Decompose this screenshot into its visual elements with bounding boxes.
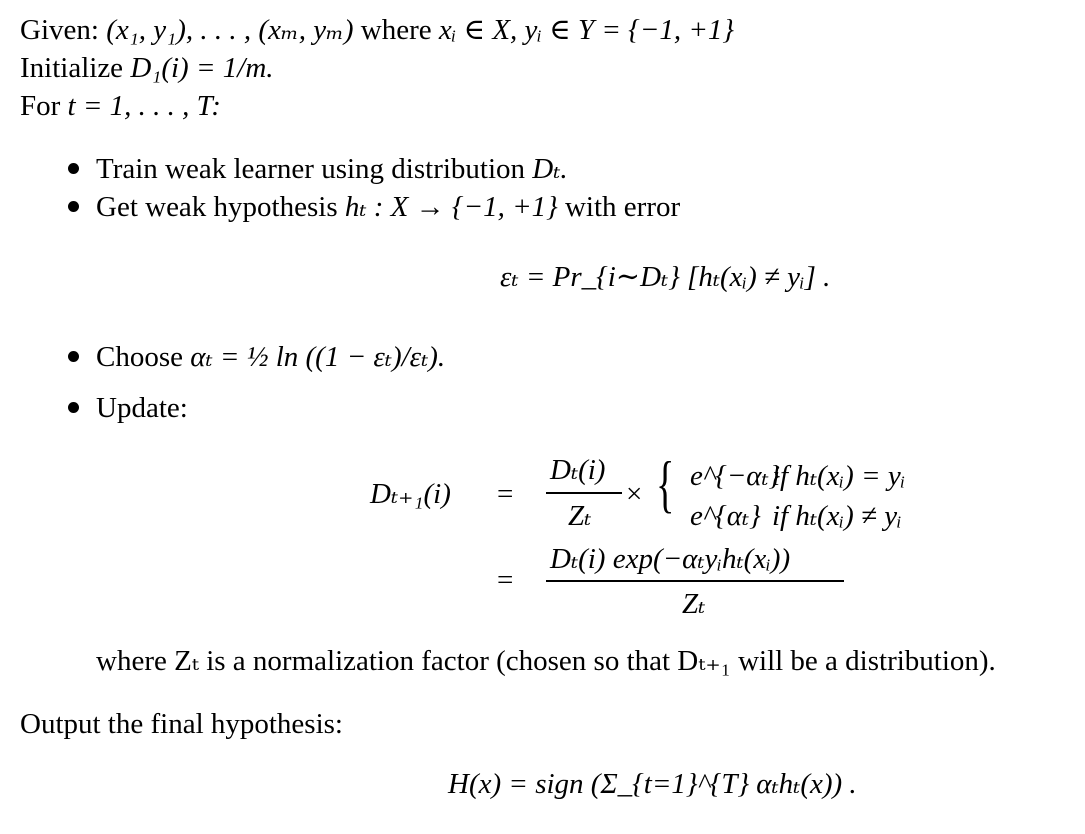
initialize-label: Initialize <box>20 52 124 84</box>
fraction1-bar <box>546 492 622 494</box>
bullet-icon <box>68 163 79 174</box>
error-equation: εₜ = Pr_{i∼Dₜ} [hₜ(xᵢ) ≠ yᵢ] . <box>500 261 831 293</box>
given-expression: (x₁, y₁), . . . , (xₘ, yₘ) <box>106 14 354 46</box>
for-label: For <box>20 90 61 122</box>
for-line <box>20 92 221 121</box>
initialize-expression: D₁(i) = 1/m. <box>130 52 274 84</box>
hypothesis-suffix: with error <box>564 191 681 223</box>
hypothesis-text: Get weak hypothesis <box>96 191 338 223</box>
output-label: Output the final hypothesis: <box>20 708 343 740</box>
hypothesis-expression: hₜ : X → {−1, +1} <box>344 191 558 223</box>
update-eq2: = <box>497 564 514 596</box>
bullet-icon <box>68 402 79 413</box>
choose-expression: αₜ = ½ ln ((1 − εₜ)/εₜ). <box>190 341 446 373</box>
normalization-note: where Zₜ is a normalization factor (chosen so that Dₜ₊₁ will be a distribution). <box>96 645 996 677</box>
fraction1-numerator: Dₜ(i) <box>550 454 606 486</box>
final-hypothesis-equation: H(x) = sign (Σ_{t=1}^{T} αₜhₜ(x)) . <box>448 768 857 800</box>
fraction2-numerator: Dₜ(i) exp(−αₜyᵢhₜ(xᵢ)) <box>550 543 791 575</box>
initialize-line <box>20 54 274 83</box>
case1-value: e^{−αₜ} <box>690 460 781 492</box>
given-where: where <box>360 14 432 46</box>
given-label: Given: <box>20 14 99 46</box>
fraction2-denominator: Zₜ <box>682 588 706 620</box>
left-brace: { <box>656 448 675 519</box>
bullet-icon <box>68 201 79 212</box>
train-step <box>96 155 568 184</box>
bullet-icon <box>68 351 79 362</box>
update-eq1: = <box>497 478 514 510</box>
choose-step <box>96 343 445 372</box>
fraction1-denominator: Zₜ <box>568 500 592 532</box>
hypothesis-step <box>96 193 680 222</box>
case1-condition: if hₜ(xᵢ) = yᵢ <box>772 460 906 492</box>
given-condition: xᵢ ∈ X, yᵢ ∈ Y = {−1, +1} <box>438 14 734 46</box>
update-lhs: Dₜ₊₁(i) <box>370 478 451 510</box>
times-sign: × <box>626 478 643 510</box>
for-expression: t = 1, . . . , T: <box>67 90 221 122</box>
case2-condition: if hₜ(xᵢ) ≠ yᵢ <box>772 500 902 532</box>
choose-text: Choose <box>96 341 183 373</box>
given-line <box>20 16 734 45</box>
update-text: Update: <box>96 392 188 424</box>
case2-value: e^{αₜ} <box>690 500 761 532</box>
train-text: Train weak learner using distribution <box>96 153 526 185</box>
fraction2-bar <box>546 580 844 582</box>
train-expression: Dₜ. <box>532 153 568 185</box>
